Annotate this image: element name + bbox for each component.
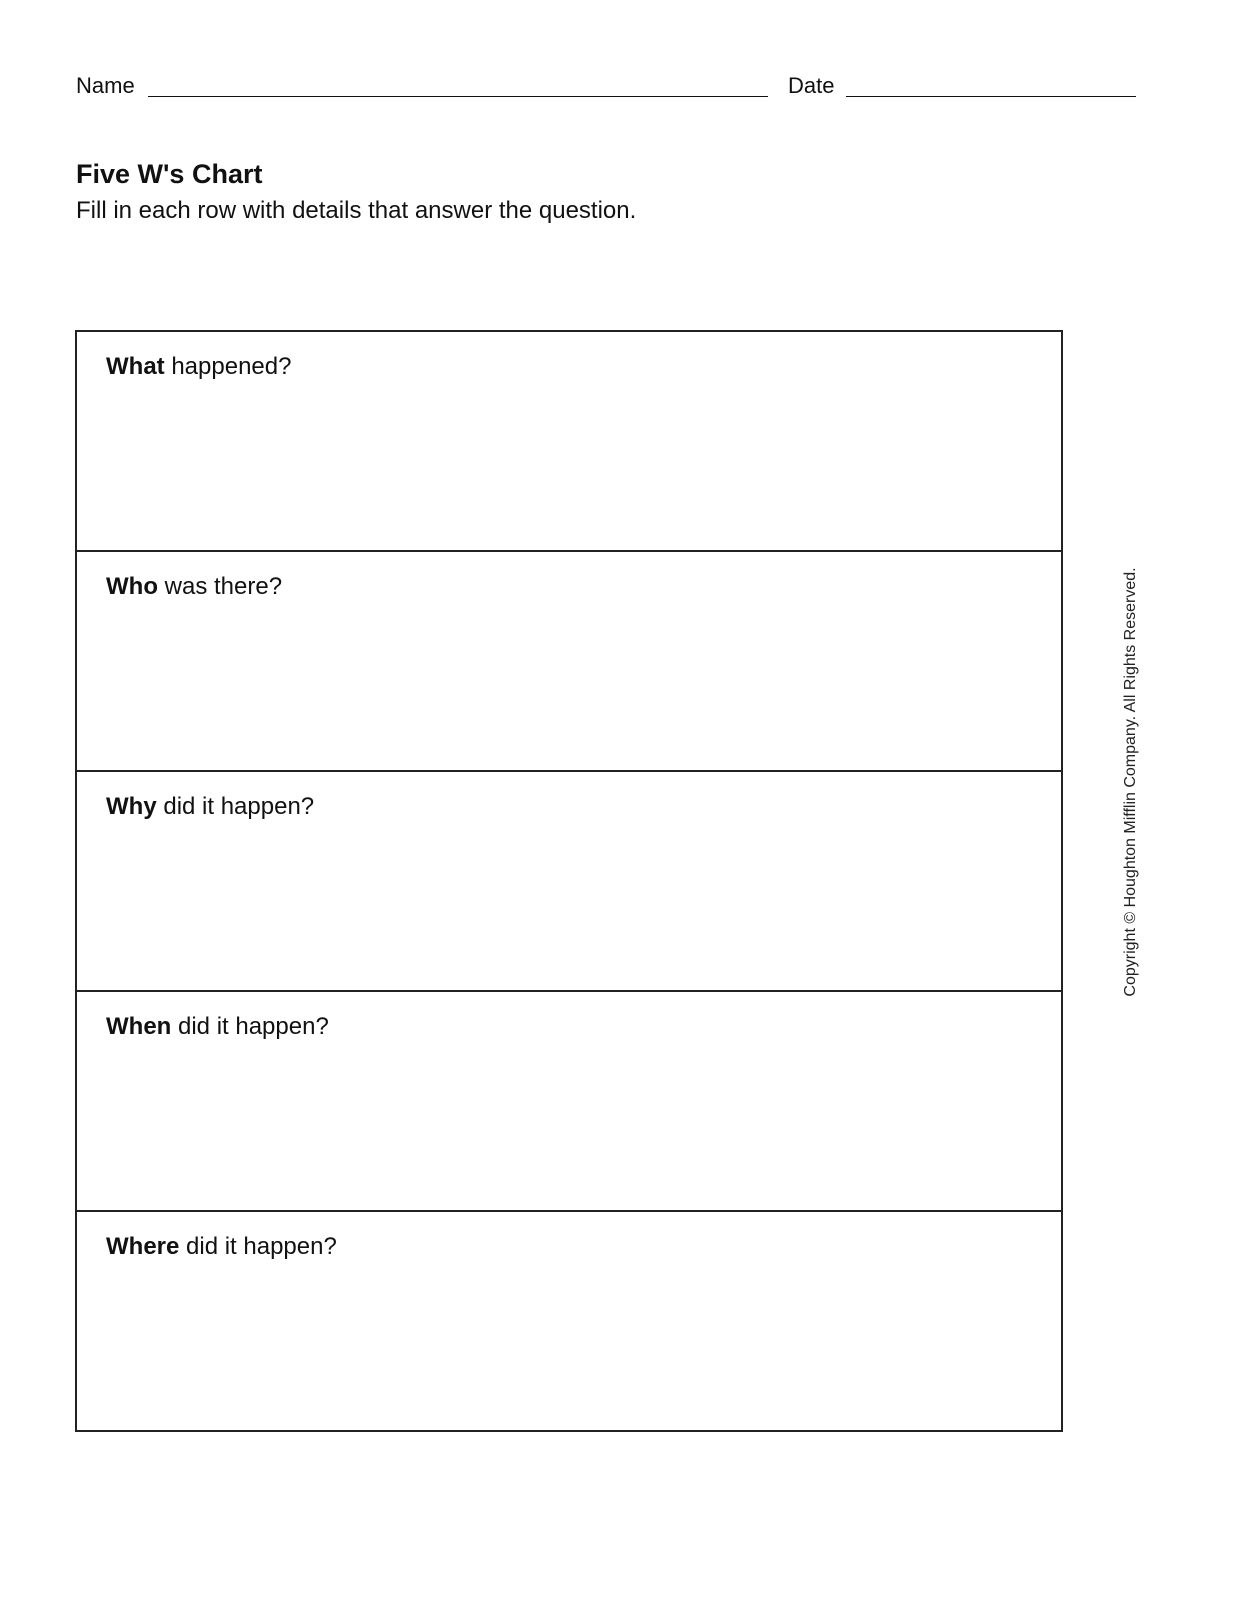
question-keyword: What — [106, 353, 165, 380]
answer-area-where[interactable] — [106, 1272, 1041, 1416]
row-question — [106, 352, 291, 382]
name-label: Name — [76, 73, 135, 98]
question-text: happened? — [164, 353, 292, 380]
question-text: was there? — [157, 573, 283, 600]
question-keyword: When — [106, 1013, 172, 1040]
row-when — [77, 990, 1061, 1210]
question-text: did it happen? — [179, 1233, 337, 1260]
row-question — [106, 792, 314, 822]
copyright-notice: Copyright © Houghton Mifflin Company. All Rights Reserved. — [1122, 567, 1139, 997]
row-question — [106, 572, 282, 602]
row-question — [106, 1012, 329, 1042]
answer-area-who[interactable] — [106, 612, 1041, 756]
answer-area-when[interactable] — [106, 1052, 1041, 1196]
five-ws-chart — [75, 330, 1063, 1432]
row-why — [77, 770, 1061, 990]
name-field[interactable] — [148, 96, 768, 97]
question-keyword: Who — [106, 573, 158, 600]
answer-area-why[interactable] — [106, 832, 1041, 976]
row-question — [106, 1232, 337, 1262]
answer-area-what[interactable] — [106, 392, 1041, 536]
question-keyword: Why — [106, 793, 157, 820]
question-text: did it happen? — [156, 793, 315, 820]
date-field[interactable] — [846, 96, 1136, 97]
row-where — [77, 1210, 1061, 1430]
date-label: Date — [788, 73, 835, 98]
row-what — [77, 332, 1061, 550]
row-who — [77, 550, 1061, 770]
question-text: did it happen? — [171, 1013, 329, 1040]
question-keyword: Where — [106, 1233, 180, 1260]
instructions: Fill in each row with details that answer the question. — [76, 197, 637, 224]
page-title: Five W's Chart — [76, 159, 263, 189]
